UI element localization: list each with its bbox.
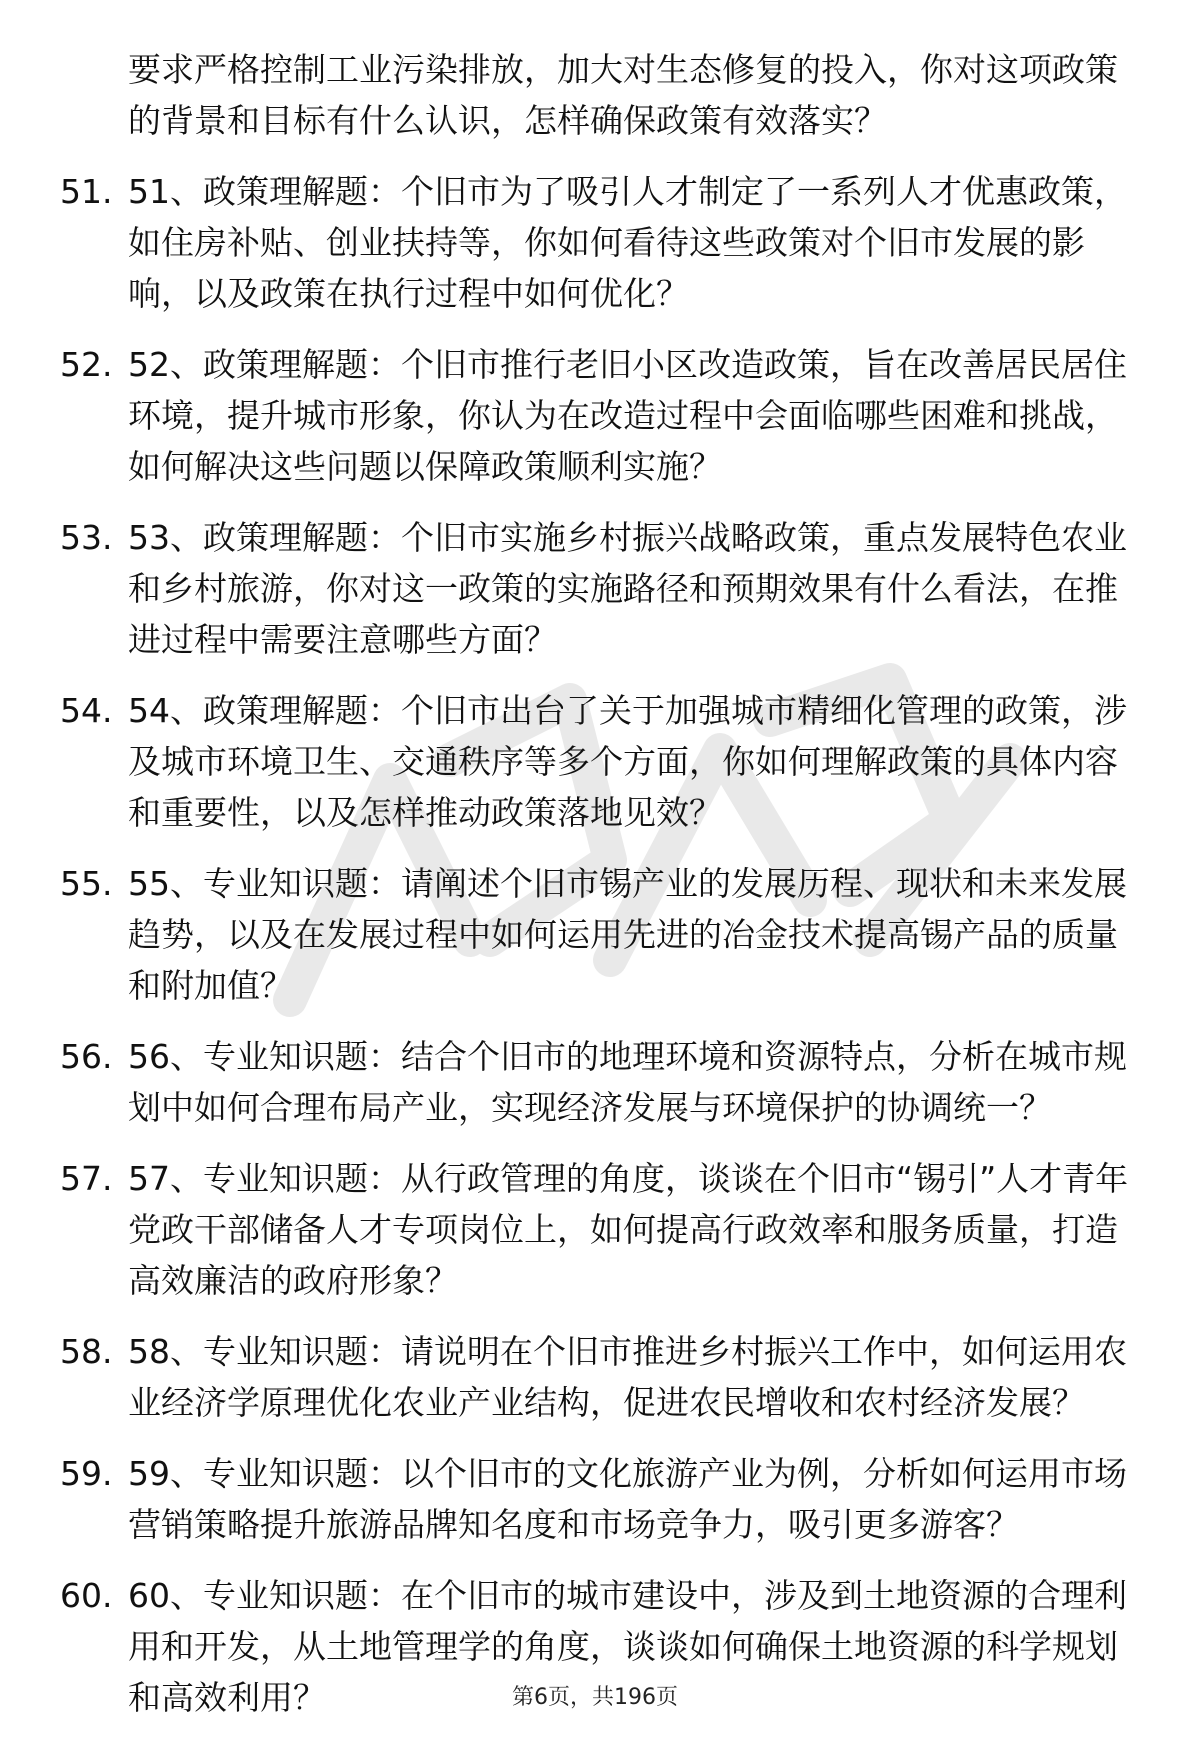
list-item-text: 60、专业知识题：在个旧市的城市建设中，涉及到土地资源的合理利用和开发，从土地管理学的角度，谈谈如何确保土地资源的科学规划和高效利用？ <box>128 1576 1127 1717</box>
list-item-text: 59、专业知识题：以个旧市的文化旅游产业为例，分析如何运用市场营销策略提升旅游品牌知名度和市场竞争力，吸引更多游客？ <box>128 1454 1127 1544</box>
list-item <box>60 166 1150 319</box>
list-item-number: 56. <box>60 1037 113 1076</box>
list-item-text: 53、政策理解题：个旧市实施乡村振兴战略政策，重点发展特色农业和乡村旅游，你对这一政策的实施路径和预期效果有什么看法，在推进过程中需要注意哪些方面？ <box>128 518 1127 659</box>
list-item-number: 52. <box>60 345 113 384</box>
list-item-number: 58. <box>60 1332 113 1371</box>
list-item <box>60 685 1150 838</box>
list-item-text: 52、政策理解题：个旧市推行老旧小区改造政策，旨在改善居民居住环境，提升城市形象，你认为在改造过程中会面临哪些困难和挑战，如何解决这些问题以保障政策顺利实施？ <box>128 345 1127 486</box>
list-item-text: 58、专业知识题：请说明在个旧市推进乡村振兴工作中，如何运用农业经济学原理优化农业产业结构，促进农民增收和农村经济发展？ <box>128 1332 1127 1422</box>
list-item-number: 53. <box>60 518 113 557</box>
list-item-text: 56、专业知识题：结合个旧市的地理环境和资源特点，分析在城市规划中如何合理布局产业，实现经济发展与环境保护的协调统一？ <box>128 1037 1127 1127</box>
page-content <box>60 44 1150 1743</box>
list-item-number: 57. <box>60 1159 113 1198</box>
list-item-number: 60. <box>60 1576 113 1615</box>
list-item <box>60 1448 1150 1550</box>
list-item <box>60 512 1150 665</box>
list-item <box>60 1153 1150 1306</box>
continuation-text: 要求严格控制工业污染排放，加大对生态修复的投入，你对这项政策的背景和目标有什么认识，怎样确保政策有效落实？ <box>128 50 1118 140</box>
list-item-text: 54、政策理解题：个旧市出台了关于加强城市精细化管理的政策，涉及城市环境卫生、交通秩序等多个方面，你如何理解政策的具体内容和重要性，以及怎样推动政策落地见效？ <box>128 691 1127 832</box>
list-item-text: 55、专业知识题：请阐述个旧市锡产业的发展历程、现状和未来发展趋势，以及在发展过程中如何运用先进的冶金技术提高锡产品的质量和附加值？ <box>128 864 1127 1005</box>
list-item-number: 51. <box>60 172 113 211</box>
list-item <box>60 858 1150 1011</box>
list-item-text: 51、政策理解题：个旧市为了吸引人才制定了一系列人才优惠政策，如住房补贴、创业扶持等，你如何看待这些政策对个旧市发展的影响，以及政策在执行过程中如何优化？ <box>128 172 1127 313</box>
list-item-number: 54. <box>60 691 113 730</box>
list-item <box>60 1031 1150 1133</box>
list-item-number: 59. <box>60 1454 113 1493</box>
list-item-number: 55. <box>60 864 113 903</box>
page-footer: 第6页，共196页 <box>512 1685 678 1710</box>
question-list <box>60 166 1150 1723</box>
list-item <box>60 1326 1150 1428</box>
list-item <box>60 339 1150 492</box>
list-item-text: 57、专业知识题：从行政管理的角度，谈谈在个旧市“锡引”人才青年党政干部储备人才专项岗位上，如何提高行政效率和服务质量，打造高效廉洁的政府形象？ <box>128 1159 1129 1300</box>
